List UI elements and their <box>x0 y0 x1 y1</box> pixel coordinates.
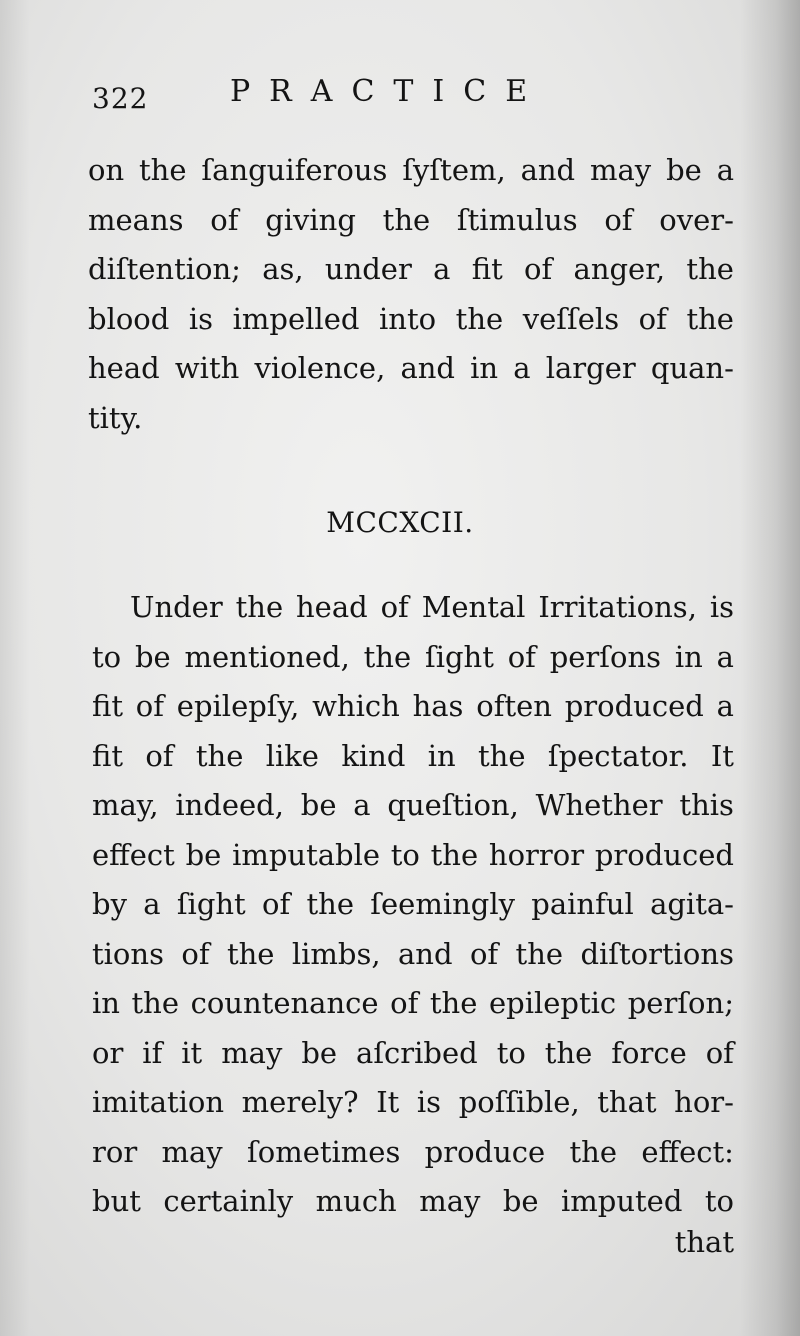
word: of <box>210 202 239 237</box>
text-line <box>92 1128 734 1178</box>
word: ſpectator. <box>547 738 689 773</box>
word: the <box>569 1134 618 1169</box>
text-line <box>88 245 734 295</box>
word: hor- <box>674 1085 734 1119</box>
catchword: that <box>674 1225 734 1259</box>
word: the <box>544 1035 593 1070</box>
word: perſon; <box>627 986 734 1020</box>
word: kind <box>341 738 406 773</box>
word: into <box>379 301 437 336</box>
word: to <box>496 1035 526 1070</box>
word: giving <box>265 202 356 237</box>
text-line <box>92 880 734 930</box>
word: Under <box>130 590 223 624</box>
word: veſſels <box>522 301 620 336</box>
word: means <box>88 202 184 237</box>
word: impelled <box>232 301 360 336</box>
running-head <box>92 72 732 116</box>
word: aſcribed <box>356 1035 478 1070</box>
word: in <box>470 351 499 385</box>
word: may <box>590 153 652 187</box>
catchword-block <box>92 1218 734 1268</box>
word: under <box>324 252 412 286</box>
word: to <box>92 639 122 674</box>
word: the <box>515 936 564 971</box>
word: horror <box>488 837 585 872</box>
word: tions <box>92 936 164 971</box>
word: be <box>666 153 702 187</box>
word: head <box>296 590 368 624</box>
word: ſeemingly <box>370 887 515 921</box>
word: the <box>235 590 284 624</box>
word: be <box>502 1184 539 1218</box>
text-line <box>92 1078 734 1128</box>
word: this <box>679 788 734 822</box>
word: the <box>382 202 431 237</box>
text-line <box>88 146 734 196</box>
word: limbs, <box>291 936 381 971</box>
word: a <box>353 788 371 822</box>
word: Mental <box>421 590 526 624</box>
word: a <box>716 153 734 187</box>
word: which <box>312 689 400 723</box>
word: of <box>705 1035 734 1070</box>
word: of <box>507 639 536 674</box>
word: quan- <box>650 351 734 385</box>
text-line <box>92 633 734 683</box>
word: indeed, <box>175 788 284 822</box>
word: over- <box>659 202 734 237</box>
word: head <box>88 351 160 385</box>
word: it <box>181 1035 203 1070</box>
word: in <box>674 639 703 674</box>
word: force <box>611 1035 687 1070</box>
word: poſſible, <box>458 1085 580 1119</box>
word: certainly <box>163 1184 294 1218</box>
word: in <box>92 986 120 1020</box>
word: may <box>161 1134 223 1169</box>
word: imitation <box>92 1085 225 1119</box>
word: of <box>469 936 499 971</box>
word: the <box>306 887 354 921</box>
word: the <box>131 986 180 1020</box>
word: ſanguiferous <box>201 153 388 187</box>
word: like <box>265 738 319 773</box>
word: a <box>716 639 734 674</box>
text-line <box>88 196 734 246</box>
word: agita- <box>650 887 734 921</box>
word: to <box>704 1184 734 1218</box>
paragraph-1 <box>88 146 734 443</box>
word: of <box>638 301 667 336</box>
word: of <box>145 738 174 773</box>
word: merely? <box>241 1085 359 1119</box>
word: be <box>134 639 171 674</box>
word: as, <box>262 252 304 286</box>
word: may <box>419 1184 481 1218</box>
word: mentioned, <box>184 639 350 674</box>
word: It <box>710 738 734 773</box>
word: on <box>88 153 125 187</box>
word: of <box>524 252 553 286</box>
text-line <box>92 831 734 881</box>
text-line <box>92 583 734 633</box>
word: violence, <box>254 351 386 385</box>
running-head-title: PRACTICE <box>230 74 547 109</box>
word: with <box>174 351 240 385</box>
word: ſight <box>176 887 246 921</box>
word: fit <box>92 689 123 723</box>
word: the <box>686 252 734 286</box>
word: ſtimulus <box>456 202 578 237</box>
word: the <box>455 301 504 336</box>
word: epileptic <box>488 986 617 1020</box>
word: has <box>412 689 464 723</box>
word: the <box>363 639 412 674</box>
word: ſight <box>424 639 494 674</box>
word: if <box>142 1035 163 1070</box>
word: is <box>188 301 214 336</box>
word: the <box>429 986 478 1020</box>
text-line <box>92 930 734 980</box>
word: in <box>427 738 456 773</box>
word: the <box>686 301 734 336</box>
word: ſyſtem, <box>402 153 506 187</box>
word: of <box>390 986 419 1020</box>
word: be <box>300 788 337 822</box>
word: and <box>400 351 455 385</box>
word: be <box>301 1035 338 1070</box>
word: anger, <box>573 252 666 286</box>
word: Irritations, <box>538 590 697 624</box>
word: Whether <box>535 788 663 822</box>
word: may <box>221 1035 283 1070</box>
word: be <box>185 837 222 872</box>
text-line <box>88 344 734 394</box>
word: It <box>376 1085 400 1119</box>
word: of <box>380 590 409 624</box>
word: a <box>433 252 451 286</box>
word: or <box>92 1035 124 1070</box>
word: perſons <box>549 639 662 674</box>
word: to <box>390 837 420 872</box>
word: of <box>262 887 291 921</box>
word: of <box>135 689 164 723</box>
word: fit <box>92 738 123 773</box>
word: may, <box>92 788 159 822</box>
word: ror <box>92 1134 138 1169</box>
word: tity. <box>88 400 143 435</box>
word: effect: <box>641 1134 734 1169</box>
word: that <box>597 1085 657 1119</box>
word: ſometimes <box>247 1134 401 1169</box>
word: and <box>398 936 453 971</box>
word: larger <box>545 351 636 385</box>
word: a <box>513 351 531 385</box>
word: countenance <box>190 986 379 1020</box>
word: produced <box>564 689 704 723</box>
word: fit <box>471 252 503 286</box>
word: effect <box>92 837 175 872</box>
word: imputable <box>232 837 381 872</box>
text-line <box>88 295 734 345</box>
word: painful <box>531 887 634 921</box>
text-line <box>92 781 734 831</box>
section-heading: MCCXCII. <box>326 506 474 539</box>
word: the <box>226 936 275 971</box>
paragraph-2 <box>92 583 734 1227</box>
word: blood <box>88 301 170 336</box>
word: by <box>92 887 127 921</box>
word: but <box>92 1184 141 1218</box>
word: is <box>416 1085 442 1119</box>
text-line <box>92 979 734 1029</box>
word: diſtention; <box>88 252 241 286</box>
word: produced <box>594 837 734 872</box>
word: the <box>478 738 526 773</box>
word: a <box>143 887 161 921</box>
word: produce <box>424 1134 546 1169</box>
word: much <box>315 1184 397 1218</box>
text-line <box>92 732 734 782</box>
word: the <box>430 837 479 872</box>
text-line <box>88 394 734 444</box>
word: the <box>195 738 244 773</box>
page-number: 322 <box>92 82 149 115</box>
word: of <box>181 936 210 971</box>
word: a <box>716 689 734 723</box>
word: diſtortions <box>580 936 734 971</box>
word: imputed <box>561 1184 683 1218</box>
word: queſtion, <box>387 788 519 822</box>
word: is <box>709 590 734 624</box>
word: and <box>520 153 576 187</box>
text-line <box>92 1029 734 1079</box>
word: epilepſy, <box>176 689 300 723</box>
text-line <box>92 682 734 732</box>
word: the <box>139 153 187 187</box>
word: often <box>476 689 552 723</box>
word: of <box>604 202 633 237</box>
